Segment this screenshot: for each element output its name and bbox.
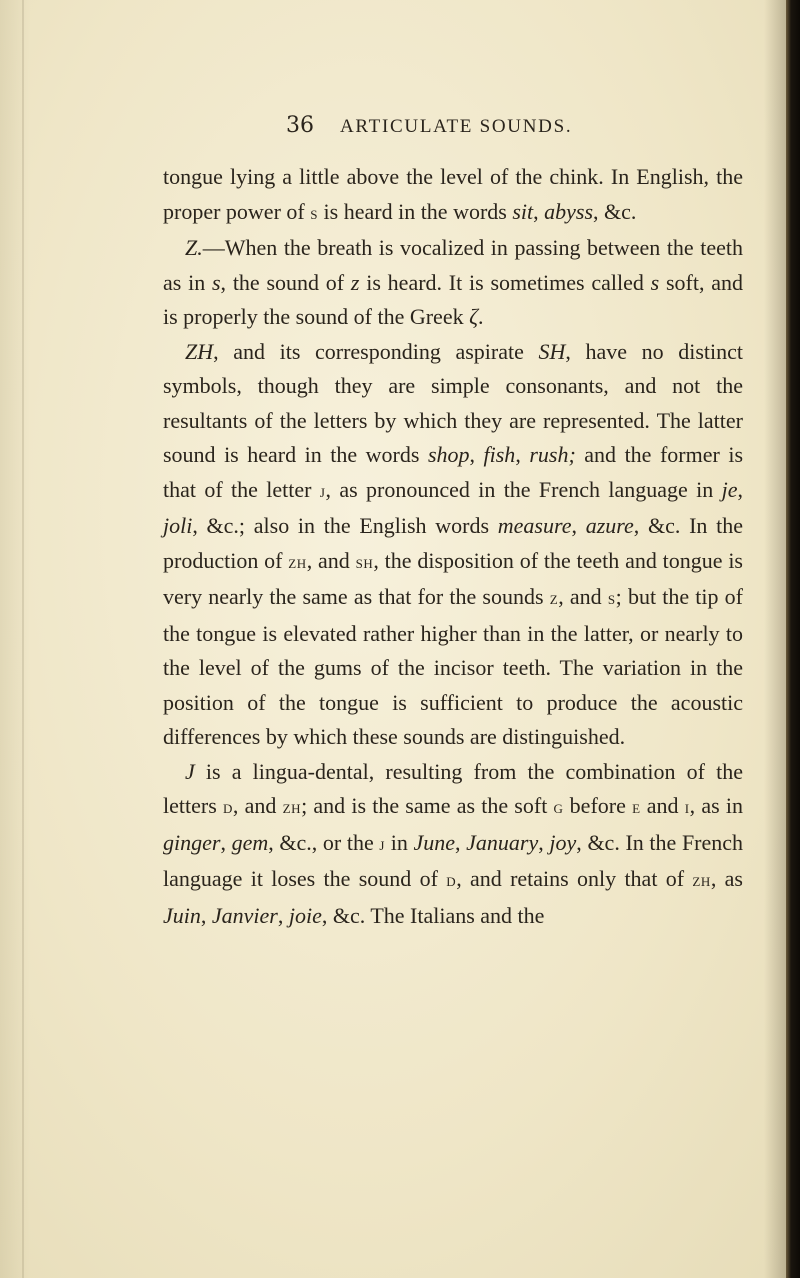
text-run: , &c. In the French language it loses the sound of (163, 829, 744, 891)
italic-term: joli (163, 513, 193, 538)
italic-term: s (650, 269, 660, 295)
small-caps-letter: s (310, 202, 319, 224)
text-run: , and its corresponding aspirate (213, 338, 539, 364)
italic-term: measure (497, 513, 572, 538)
text-run: ; and is the same as the soft (301, 793, 554, 818)
italic-term: ZH (185, 338, 214, 364)
text-run: , as (710, 866, 743, 891)
running-head: ARTICULATE SOUNDS. (340, 116, 573, 137)
text-run: , (469, 442, 484, 467)
italic-term: ζ (469, 304, 478, 329)
text-run: , (455, 829, 467, 855)
text-run: in (385, 829, 414, 855)
small-caps-letter: i (684, 797, 690, 818)
text-run: , as in (689, 793, 744, 818)
text-run: , as pronounced in the French language in (325, 476, 722, 502)
text-run: , &c. (593, 198, 637, 224)
text-run: , (533, 198, 545, 224)
italic-term: joie (288, 902, 322, 928)
text-run: , and (232, 793, 283, 818)
text-run: , (515, 442, 530, 467)
text-run: , and (558, 584, 608, 609)
text-run: , (220, 829, 232, 855)
text-run: soft, and is properly the sound of the Greek (163, 269, 744, 329)
text-run: , &c.; also in the English words (192, 513, 498, 538)
paragraph (163, 231, 743, 335)
text-run: is heard in the words (318, 198, 513, 224)
italic-term: z (350, 269, 360, 295)
paragraph (163, 335, 743, 755)
small-caps-letter: z (549, 588, 559, 609)
text-run: , the sound of (220, 269, 351, 295)
text-run: . (478, 304, 484, 329)
text-run: , have no distinct symbols, though they are simple consonants, and not the resultants of the letters by which they are represented. The latter sound is heard in the words (163, 338, 744, 467)
italic-term: ginger (163, 829, 221, 855)
italic-term: rush; (529, 442, 576, 467)
text-run: , and (306, 547, 356, 573)
small-caps-letter: g (553, 797, 564, 818)
text-run: —When the breath is vocalized in passing between the teeth as in (163, 235, 743, 295)
text-run: tongue lying a little above the level of the chink. In English, the proper power of (163, 164, 743, 224)
italic-term: shop (427, 442, 470, 467)
page-number: 36 (286, 113, 314, 138)
text-run: ; but the tip of the tongue is elevated rather higher than in the latter, or nearly to the level of the gums of the incisor teeth. The variation in the position of the tongue is sufficient to produce the acoustic differences by which these sounds are distinguished. (163, 584, 744, 749)
text-run: , (538, 829, 550, 855)
text-run: , (737, 476, 744, 502)
italic-term: s (211, 269, 221, 295)
small-caps-letter: j (379, 833, 386, 855)
text-run: is heard. It is sometimes called (359, 269, 651, 295)
paragraph (163, 755, 743, 934)
text-run: , (277, 902, 289, 928)
italic-term: abyss (544, 198, 594, 224)
text-run: , and retains only that of (456, 866, 693, 891)
italic-term: fish (483, 442, 516, 467)
small-caps-letter: zh (692, 870, 711, 891)
small-caps-letter: s (607, 588, 616, 609)
italic-term: azure (585, 513, 634, 538)
italic-term: Z. (185, 235, 203, 260)
small-caps-letter: sh (355, 551, 374, 573)
text-run: , &c. In the production of (163, 513, 743, 573)
italic-term: J (185, 758, 195, 784)
body-text (163, 160, 743, 933)
small-caps-letter: e (632, 797, 641, 818)
page-header (0, 112, 800, 146)
text-run: , &c. The Italians and the (321, 902, 545, 928)
italic-term: Janvier (211, 902, 278, 928)
small-caps-letter: zh (288, 551, 307, 573)
italic-term: Juin (163, 902, 201, 928)
text-run: before (563, 793, 633, 818)
small-caps-letter: d (446, 870, 457, 891)
italic-term: sit (512, 198, 534, 224)
italic-term: gem (231, 829, 269, 855)
paragraph (163, 160, 743, 231)
page-fold-shadow (22, 0, 24, 1278)
small-caps-letter: j (319, 480, 326, 502)
italic-term: je (721, 476, 738, 502)
text-run: is a lingua-dental, resulting from the combination of the letters (163, 758, 743, 818)
text-run: , the disposition of the teeth and tongue is very nearly the same as that for the sounds (163, 547, 743, 609)
text-run: , &c., or the (268, 829, 380, 855)
text-run: , (200, 902, 212, 928)
text-run: and the former is that of the letter (163, 442, 744, 502)
text-run: , (571, 513, 586, 538)
italic-term: joy (549, 829, 577, 855)
gutter-shadow (764, 0, 786, 1278)
italic-term: January (466, 829, 539, 855)
text-run: and (640, 793, 685, 818)
small-caps-letter: d (222, 797, 233, 818)
book-spine-edge (786, 0, 800, 1278)
small-caps-letter: zh (282, 797, 302, 818)
italic-term: SH (538, 338, 566, 364)
italic-term: June (413, 829, 455, 855)
